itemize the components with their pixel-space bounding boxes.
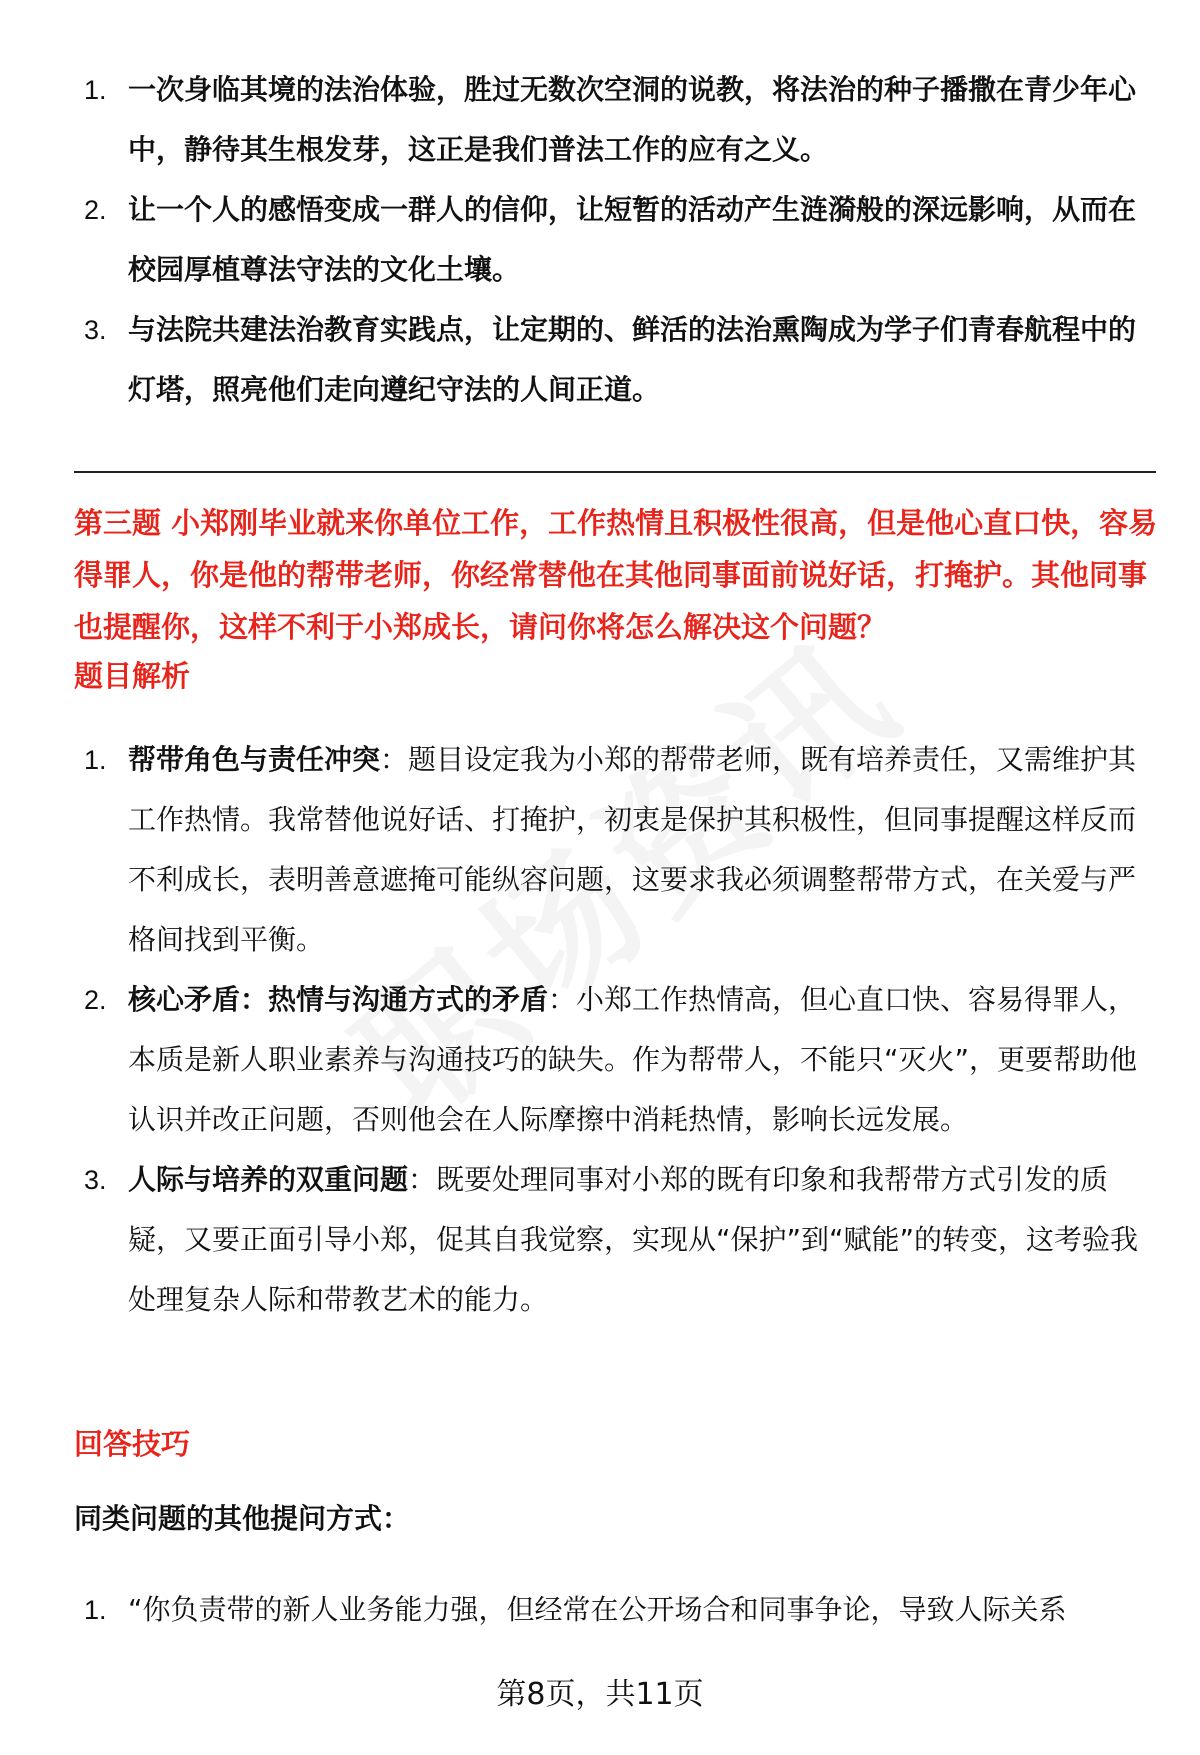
list-item-title: 人际与培养的双重问题 <box>128 1163 409 1196</box>
list-number: 1. <box>84 1595 107 1625</box>
list-item <box>0 60 1200 180</box>
list-item-body: ：小郑工作热情高，但心直口快、容易得罪人，本质是新人职业素养与沟通技巧的缺失。作为帮带人，不能只“灭火”，更要帮助他认识并改正问题，否则他会在人际摩擦中消耗热情，影响长远发展。 <box>128 983 1138 1136</box>
list-item <box>0 730 1200 970</box>
list-number: 3. <box>84 315 107 345</box>
list-text <box>128 1150 1140 1330</box>
list-number: 1. <box>84 745 107 775</box>
analysis-heading: 题目解析 <box>74 659 191 693</box>
list-text: 让一个人的感悟变成一群人的信仰，让短暂的活动产生涟漪般的深远影响，从而在校园厚植尊法守法的文化土壤。 <box>128 193 1137 286</box>
question-title: 第三题 小郑刚毕业就来你单位工作，工作热情且积极性很高，但是他心直口快，容易得罪人，你是他的帮带老师，你经常替他在其他同事面前说好话，打掩护。其他同事也提醒你，这样不利于小郑成长，请问你将怎么解决这个问题？ <box>74 506 1158 644</box>
list-text: 与法院共建法治教育实践点，让定期的、鲜活的法治熏陶成为学子们青春航程中的灯塔，照亮他们走向遵纪守法的人间正道。 <box>128 313 1137 406</box>
list-item <box>0 300 1200 420</box>
analysis-list <box>0 730 1200 1330</box>
similar-list <box>0 1580 1200 1640</box>
list-text <box>128 970 1140 1150</box>
list-item <box>0 970 1200 1150</box>
list-text: “你负责带的新人业务能力强，但经常在公开场合和同事争论，导致人际关系 <box>128 1593 1067 1626</box>
similar-heading: 同类问题的其他提问方式： <box>74 1502 411 1535</box>
section-divider <box>74 471 1156 473</box>
list-item-title: 核心矛盾：热情与沟通方式的矛盾 <box>128 983 549 1016</box>
tips-heading: 回答技巧 <box>74 1427 191 1461</box>
list-item <box>0 1580 1200 1640</box>
list-item-body: ：题目设定我为小郑的帮带老师，既有培养责任，又需维护其工作热情。我常替他说好话、打掩护，初衷是保护其积极性，但同事提醒这样反而不利成长，表明善意遮掩可能纵容问题，这要求我必须调整帮带方式，在关爱与严格间找到平衡。 <box>128 743 1137 956</box>
list-text: 一次身临其境的法治体验，胜过无数次空洞的说教，将法治的种子播撒在青少年心中，静待其生根发芽，这正是我们普法工作的应有之义。 <box>128 73 1137 166</box>
list-text <box>128 730 1140 970</box>
list-item <box>0 180 1200 300</box>
list-item <box>0 1150 1200 1330</box>
page-footer: 第8页，共11页 <box>496 1677 704 1712</box>
list-number: 1. <box>84 75 107 105</box>
list-item-body: ：既要处理同事对小郑的既有印象和我帮带方式引发的质疑，又要正面引导小郑，促其自我觉察，实现从“保护”到“赋能”的转变，这考验我处理复杂人际和带教艺术的能力。 <box>128 1163 1139 1316</box>
list-number: 2. <box>84 985 107 1015</box>
top-list <box>0 60 1200 420</box>
list-number: 2. <box>84 195 107 225</box>
list-number: 3. <box>84 1165 107 1195</box>
list-item-title: 帮带角色与责任冲突 <box>128 743 381 776</box>
